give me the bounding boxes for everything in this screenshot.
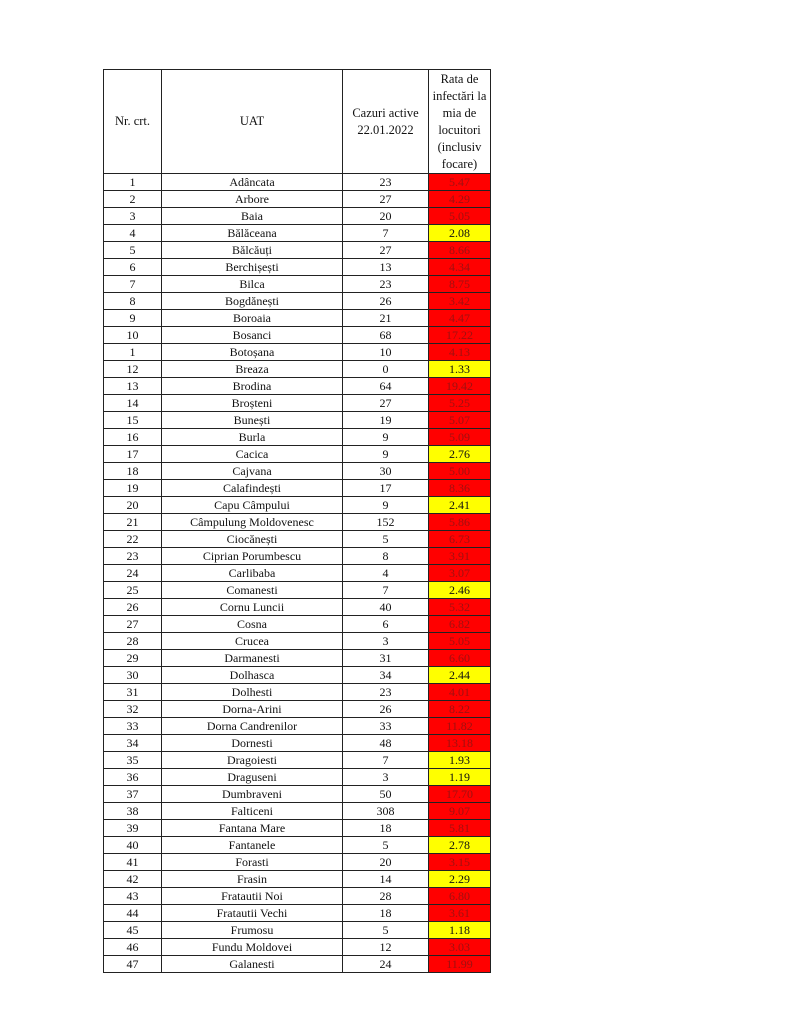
infection-rate: 11.82 — [429, 718, 491, 735]
table-row — [104, 310, 491, 327]
row-number: 14 — [104, 395, 162, 412]
infection-rate: 5.32 — [429, 599, 491, 616]
uat-name: Frasin — [162, 871, 343, 888]
table-row — [104, 718, 491, 735]
active-cases: 34 — [343, 667, 429, 684]
row-number: 35 — [104, 752, 162, 769]
table-row — [104, 922, 491, 939]
uat-name: Dornesti — [162, 735, 343, 752]
uat-name: Comanesti — [162, 582, 343, 599]
uat-name: Fantanele — [162, 837, 343, 854]
table-row — [104, 854, 491, 871]
active-cases: 27 — [343, 395, 429, 412]
row-number: 19 — [104, 480, 162, 497]
infection-rate: 5.05 — [429, 208, 491, 225]
infection-rate: 3.15 — [429, 854, 491, 871]
active-cases: 21 — [343, 310, 429, 327]
uat-name: Dumbraveni — [162, 786, 343, 803]
table-row — [104, 344, 491, 361]
active-cases: 31 — [343, 650, 429, 667]
row-number: 38 — [104, 803, 162, 820]
uat-name: Adâncata — [162, 174, 343, 191]
row-number: 41 — [104, 854, 162, 871]
table-row — [104, 429, 491, 446]
header-rate: Rata de infectări la mia de locuitori (inclusiv focare) — [429, 70, 491, 174]
infection-rate: 3.91 — [429, 548, 491, 565]
table-row — [104, 684, 491, 701]
infection-rate: 3.42 — [429, 293, 491, 310]
row-number: 3 — [104, 208, 162, 225]
table-row — [104, 174, 491, 191]
table-row — [104, 633, 491, 650]
table-row — [104, 599, 491, 616]
active-cases: 14 — [343, 871, 429, 888]
row-number: 26 — [104, 599, 162, 616]
active-cases: 50 — [343, 786, 429, 803]
infection-rate: 3.61 — [429, 905, 491, 922]
table-header — [104, 70, 491, 174]
row-number: 30 — [104, 667, 162, 684]
row-number: 32 — [104, 701, 162, 718]
active-cases: 33 — [343, 718, 429, 735]
row-number: 25 — [104, 582, 162, 599]
uat-name: Calafindești — [162, 480, 343, 497]
active-cases: 5 — [343, 531, 429, 548]
uat-name: Carlibaba — [162, 565, 343, 582]
uat-name: Crucea — [162, 633, 343, 650]
uat-name: Dorna-Arini — [162, 701, 343, 718]
table-row — [104, 616, 491, 633]
uat-name: Falticeni — [162, 803, 343, 820]
active-cases: 6 — [343, 616, 429, 633]
uat-name: Bosanci — [162, 327, 343, 344]
infection-rate: 5.86 — [429, 514, 491, 531]
row-number: 46 — [104, 939, 162, 956]
row-number: 23 — [104, 548, 162, 565]
active-cases: 7 — [343, 582, 429, 599]
table-row — [104, 480, 491, 497]
row-number: 8 — [104, 293, 162, 310]
table-row — [104, 820, 491, 837]
table-row — [104, 939, 491, 956]
uat-name: Arbore — [162, 191, 343, 208]
infection-rate: 6.60 — [429, 650, 491, 667]
active-cases: 23 — [343, 684, 429, 701]
infection-rate: 5.00 — [429, 463, 491, 480]
active-cases: 9 — [343, 497, 429, 514]
active-cases: 40 — [343, 599, 429, 616]
uat-name: Fantana Mare — [162, 820, 343, 837]
active-cases: 10 — [343, 344, 429, 361]
active-cases: 308 — [343, 803, 429, 820]
uat-name: Bogdănești — [162, 293, 343, 310]
uat-name: Dolhasca — [162, 667, 343, 684]
active-cases: 13 — [343, 259, 429, 276]
row-number: 24 — [104, 565, 162, 582]
active-cases: 9 — [343, 446, 429, 463]
active-cases: 27 — [343, 242, 429, 259]
table-row — [104, 497, 491, 514]
row-number: 12 — [104, 361, 162, 378]
row-number: 21 — [104, 514, 162, 531]
infection-rate: 4.34 — [429, 259, 491, 276]
active-cases: 30 — [343, 463, 429, 480]
header-cases: Cazuri active 22.01.2022 — [343, 70, 429, 174]
infection-rate: 13.18 — [429, 735, 491, 752]
infection-rate: 8.36 — [429, 480, 491, 497]
infection-rate: 5.25 — [429, 395, 491, 412]
table-row — [104, 242, 491, 259]
active-cases: 18 — [343, 905, 429, 922]
table-row — [104, 412, 491, 429]
row-number: 36 — [104, 769, 162, 786]
table-row — [104, 905, 491, 922]
row-number: 44 — [104, 905, 162, 922]
table-row — [104, 888, 491, 905]
header-row — [104, 70, 491, 174]
infection-rate: 4.29 — [429, 191, 491, 208]
uat-name: Breaza — [162, 361, 343, 378]
table-row — [104, 293, 491, 310]
row-number: 45 — [104, 922, 162, 939]
row-number: 15 — [104, 412, 162, 429]
row-number: 43 — [104, 888, 162, 905]
row-number: 34 — [104, 735, 162, 752]
row-number: 40 — [104, 837, 162, 854]
active-cases: 18 — [343, 820, 429, 837]
uat-name: Bunești — [162, 412, 343, 429]
table-row — [104, 956, 491, 973]
header-nr: Nr. crt. — [104, 70, 162, 174]
infection-rate: 2.44 — [429, 667, 491, 684]
infection-rate-table — [103, 69, 491, 973]
table-row — [104, 786, 491, 803]
infection-rate: 4.01 — [429, 684, 491, 701]
row-number: 17 — [104, 446, 162, 463]
row-number: 28 — [104, 633, 162, 650]
row-number: 18 — [104, 463, 162, 480]
infection-rate: 4.47 — [429, 310, 491, 327]
row-number: 5 — [104, 242, 162, 259]
active-cases: 152 — [343, 514, 429, 531]
table-row — [104, 752, 491, 769]
infection-rate: 1.19 — [429, 769, 491, 786]
table-row — [104, 565, 491, 582]
infection-rate: 8.66 — [429, 242, 491, 259]
active-cases: 17 — [343, 480, 429, 497]
table-row — [104, 225, 491, 242]
active-cases: 27 — [343, 191, 429, 208]
uat-name: Boroaia — [162, 310, 343, 327]
uat-name: Galanesti — [162, 956, 343, 973]
active-cases: 5 — [343, 837, 429, 854]
row-number: 39 — [104, 820, 162, 837]
active-cases: 28 — [343, 888, 429, 905]
active-cases: 20 — [343, 208, 429, 225]
table-row — [104, 769, 491, 786]
table-row — [104, 582, 491, 599]
uat-name: Câmpulung Moldovenesc — [162, 514, 343, 531]
row-number: 13 — [104, 378, 162, 395]
active-cases: 8 — [343, 548, 429, 565]
row-number: 1 — [104, 174, 162, 191]
infection-rate: 6.82 — [429, 616, 491, 633]
uat-name: Bilca — [162, 276, 343, 293]
uat-name: Botoșana — [162, 344, 343, 361]
uat-name: Cacica — [162, 446, 343, 463]
row-number: 7 — [104, 276, 162, 293]
uat-name: Ciocănești — [162, 531, 343, 548]
uat-name: Fratautii Vechi — [162, 905, 343, 922]
row-number: 27 — [104, 616, 162, 633]
uat-name: Bălăceana — [162, 225, 343, 242]
uat-name: Burla — [162, 429, 343, 446]
infection-rate: 3.03 — [429, 939, 491, 956]
table-body — [104, 174, 491, 973]
active-cases: 4 — [343, 565, 429, 582]
infection-rate: 1.93 — [429, 752, 491, 769]
table-row — [104, 735, 491, 752]
table-row — [104, 463, 491, 480]
row-number: 33 — [104, 718, 162, 735]
uat-name: Fundu Moldovei — [162, 939, 343, 956]
infection-rate: 5.81 — [429, 820, 491, 837]
active-cases: 12 — [343, 939, 429, 956]
infection-rate: 5.05 — [429, 633, 491, 650]
row-number: 47 — [104, 956, 162, 973]
row-number: 16 — [104, 429, 162, 446]
table-row — [104, 395, 491, 412]
infection-rate: 8.22 — [429, 701, 491, 718]
active-cases: 0 — [343, 361, 429, 378]
active-cases: 3 — [343, 633, 429, 650]
row-number: 37 — [104, 786, 162, 803]
infection-rate: 1.33 — [429, 361, 491, 378]
infection-rate: 9.07 — [429, 803, 491, 820]
table-row — [104, 361, 491, 378]
row-number: 42 — [104, 871, 162, 888]
active-cases: 9 — [343, 429, 429, 446]
row-number: 9 — [104, 310, 162, 327]
uat-name: Draguseni — [162, 769, 343, 786]
row-number: 4 — [104, 225, 162, 242]
active-cases: 68 — [343, 327, 429, 344]
row-number: 22 — [104, 531, 162, 548]
table-row — [104, 837, 491, 854]
row-number: 6 — [104, 259, 162, 276]
table-row — [104, 327, 491, 344]
row-number: 20 — [104, 497, 162, 514]
infection-rate: 6.73 — [429, 531, 491, 548]
row-number: 31 — [104, 684, 162, 701]
table-row — [104, 650, 491, 667]
table-row — [104, 531, 491, 548]
uat-name: Broșteni — [162, 395, 343, 412]
uat-name: Frumosu — [162, 922, 343, 939]
infection-rate: 2.46 — [429, 582, 491, 599]
active-cases: 3 — [343, 769, 429, 786]
active-cases: 7 — [343, 752, 429, 769]
table-row — [104, 378, 491, 395]
active-cases: 48 — [343, 735, 429, 752]
uat-name: Cornu Luncii — [162, 599, 343, 616]
active-cases: 23 — [343, 276, 429, 293]
uat-name: Forasti — [162, 854, 343, 871]
row-number: 29 — [104, 650, 162, 667]
row-number: 10 — [104, 327, 162, 344]
table-row — [104, 259, 491, 276]
active-cases: 5 — [343, 922, 429, 939]
infection-rate: 6.80 — [429, 888, 491, 905]
infection-rate: 2.08 — [429, 225, 491, 242]
infection-rate: 5.47 — [429, 174, 491, 191]
table-row — [104, 191, 491, 208]
infection-rate: 2.41 — [429, 497, 491, 514]
infection-rate: 19.42 — [429, 378, 491, 395]
active-cases: 7 — [343, 225, 429, 242]
uat-name: Capu Câmpului — [162, 497, 343, 514]
infection-rate: 2.78 — [429, 837, 491, 854]
uat-name: Dolhesti — [162, 684, 343, 701]
uat-name: Baia — [162, 208, 343, 225]
uat-name: Dragoiesti — [162, 752, 343, 769]
infection-rate: 5.07 — [429, 412, 491, 429]
active-cases: 26 — [343, 701, 429, 718]
table-row — [104, 514, 491, 531]
infection-rate: 1.18 — [429, 922, 491, 939]
table-row — [104, 208, 491, 225]
infection-rate: 5.09 — [429, 429, 491, 446]
active-cases: 19 — [343, 412, 429, 429]
active-cases: 20 — [343, 854, 429, 871]
uat-name: Dorna Candrenilor — [162, 718, 343, 735]
uat-name: Berchișești — [162, 259, 343, 276]
uat-name: Cosna — [162, 616, 343, 633]
infection-rate: 17.22 — [429, 327, 491, 344]
active-cases: 23 — [343, 174, 429, 191]
infection-rate: 2.76 — [429, 446, 491, 463]
row-number: 1 — [104, 344, 162, 361]
active-cases: 24 — [343, 956, 429, 973]
active-cases: 64 — [343, 378, 429, 395]
table-row — [104, 803, 491, 820]
table-row — [104, 548, 491, 565]
uat-name: Fratautii Noi — [162, 888, 343, 905]
infection-rate: 4.13 — [429, 344, 491, 361]
header-uat: UAT — [162, 70, 343, 174]
table-row — [104, 276, 491, 293]
row-number: 2 — [104, 191, 162, 208]
infection-rate: 17.70 — [429, 786, 491, 803]
infection-rate: 11.99 — [429, 956, 491, 973]
active-cases: 26 — [343, 293, 429, 310]
uat-name: Cajvana — [162, 463, 343, 480]
table-row — [104, 871, 491, 888]
uat-name: Darmanesti — [162, 650, 343, 667]
infection-rate: 8.75 — [429, 276, 491, 293]
uat-name: Ciprian Porumbescu — [162, 548, 343, 565]
table-row — [104, 701, 491, 718]
table-row — [104, 446, 491, 463]
table-row — [104, 667, 491, 684]
uat-name: Bălcăuți — [162, 242, 343, 259]
infection-rate: 3.07 — [429, 565, 491, 582]
uat-name: Brodina — [162, 378, 343, 395]
infection-rate: 2.29 — [429, 871, 491, 888]
